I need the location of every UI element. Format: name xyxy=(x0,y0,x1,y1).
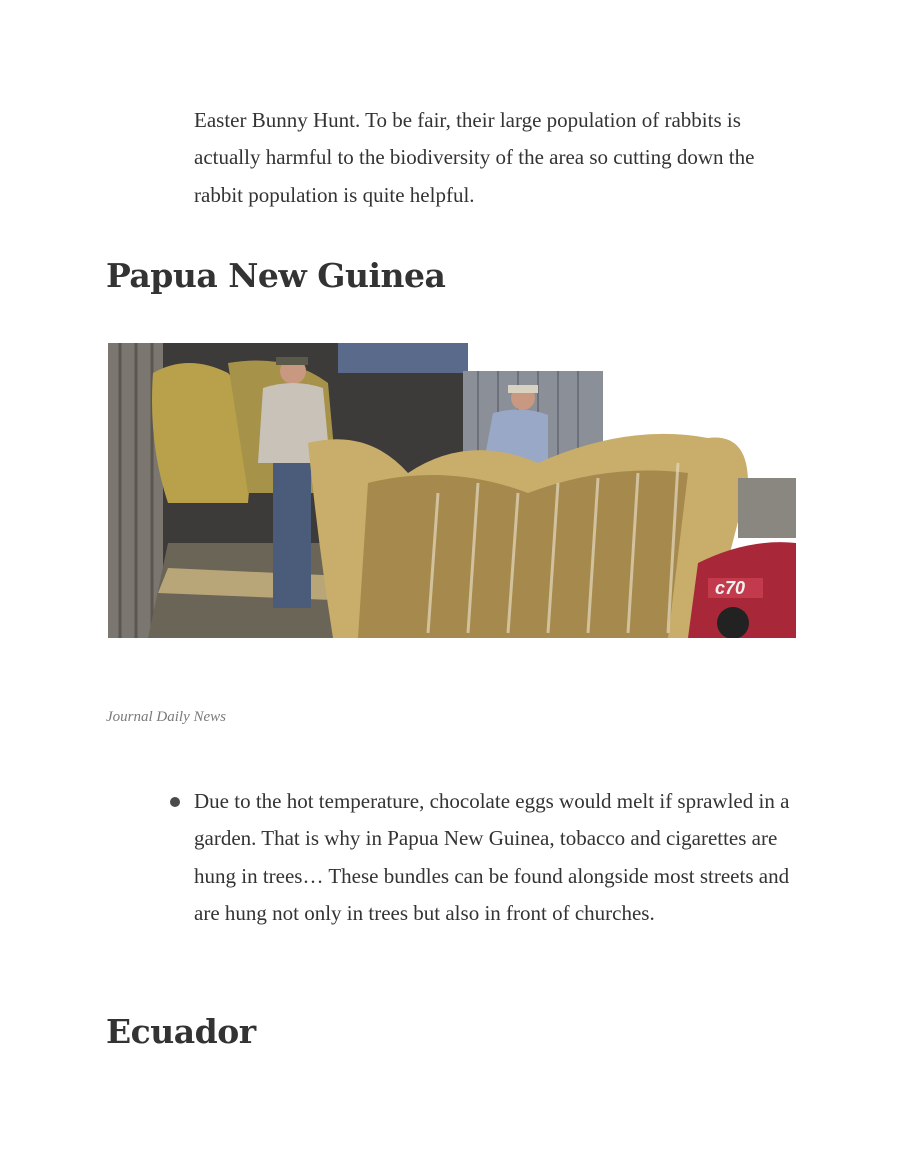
photo-caption: Journal Daily News xyxy=(106,709,226,725)
section-heading-papua-new-guinea: Papua New Guinea xyxy=(106,256,446,295)
bullet-dot xyxy=(170,797,180,807)
tractor-badge-text: c70 xyxy=(715,578,746,598)
tobacco-harvest-photo xyxy=(108,343,796,638)
intro-paragraph: Easter Bunny Hunt. To be fair, their large population of rabbits is actually harmful to the biodiversity of the area so cutting down the rabbit population is quite helpful. xyxy=(194,108,755,207)
bullet-item-papua-new-guinea: Due to the hot temperature, chocolate eggs would melt if sprawled in a garden. That is why in Papua New Guinea, tobacco and cigarettes are hung in trees… These bundles can be found alongside most streets and are hung not only in trees but also in front of churches. xyxy=(194,789,790,925)
section-heading-ecuador: Ecuador xyxy=(106,1012,256,1051)
